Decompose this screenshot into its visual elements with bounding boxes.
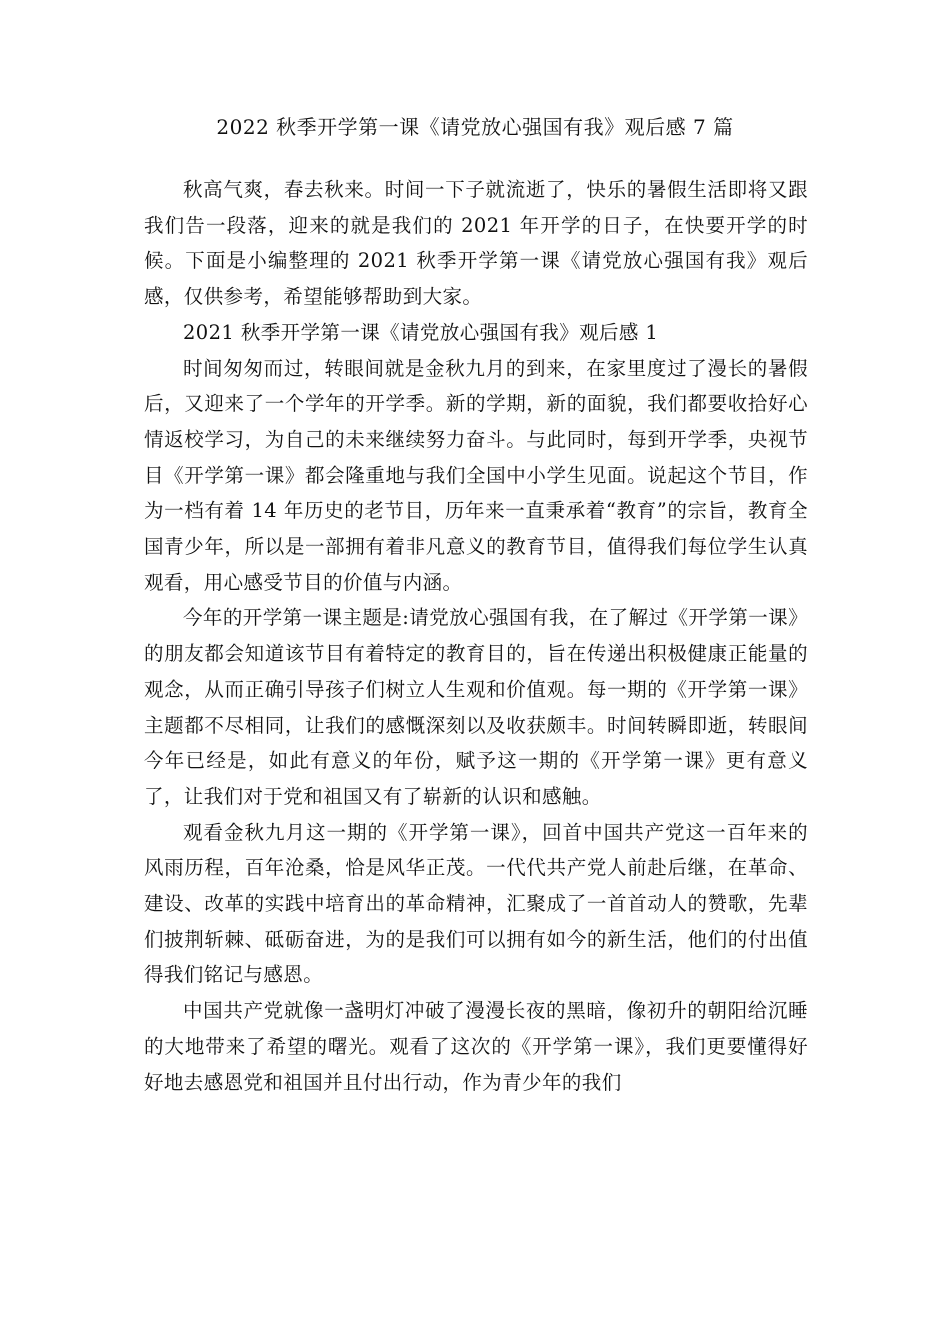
paragraph-intro: 秋高气爽，春去秋来。时间一下子就流逝了，快乐的暑假生活即将又跟我们告一段落，迎来的就是我们的 2021 年开学的日子，在快要开学的时候。下面是小编整理的 2021 秋季开学第一课《请党放心强国有我》观后感，仅供参考，希望能够帮助到大家。 (144, 178, 808, 309)
paragraph: 观看金秋九月这一期的《开学第一课》，回首中国共产党这一百年来的风雨历程，百年沧桑，恰是风华正茂。一代代共产党人前赴后继，在革命、建设、改革的实践中培育出的革命精神，汇聚成了一首首动人的赞歌，先辈们披荆斩棘、砥砺奋进，为的是我们可以拥有如今的新生活，他们的付出值得我们铭记与感恩。 (144, 820, 808, 987)
paragraph: 时间匆匆而过，转眼间就是金秋九月的到来，在家里度过了漫长的暑假后，又迎来了一个学年的开学季。新的学期，新的面貌，我们都要收拾好心情返校学习，为自己的未来继续努力奋斗。与此同时，每到开学季，央视节目《开学第一课》都会隆重地与我们全国中小学生见面。说起这个节目，作为一档有着 14 年历史的老节目，历年来一直秉承着“教育”的宗旨，教育全国青少年，所以是一部拥有着非凡意义的教育节目，值得我们每位学生认真观看，用心感受节目的价值与内涵。 (144, 356, 808, 594)
paragraph: 中国共产党就像一盏明灯冲破了漫漫长夜的黑暗，像初升的朝阳给沉睡的大地带来了希望的曙光。观看了这次的《开学第一课》，我们更要懂得好好地去感恩党和祖国并且付出行动，作为青少年的我们 (144, 999, 808, 1094)
paragraph: 今年的开学第一课主题是:请党放心强国有我，在了解过《开学第一课》的朋友都会知道该节目有着特定的教育目的，旨在传递出积极健康正能量的观念，从而正确引导孩子们树立人生观和价值观。每一期的《开学第一课》主题都不尽相同，让我们的感慨深刻以及收获颇丰。时间转瞬即逝，转眼间今年已经是，如此有意义的年份，赋予这一期的《开学第一课》更有意义了，让我们对于党和祖国又有了崭新的认识和感触。 (144, 606, 808, 808)
document-body (144, 172, 808, 1100)
document-title: 2022 秋季开学第一课《请党放心强国有我》观后感 7 篇 (216, 115, 734, 139)
section-heading: 2021 秋季开学第一课《请党放心强国有我》观后感 1 (183, 320, 659, 344)
